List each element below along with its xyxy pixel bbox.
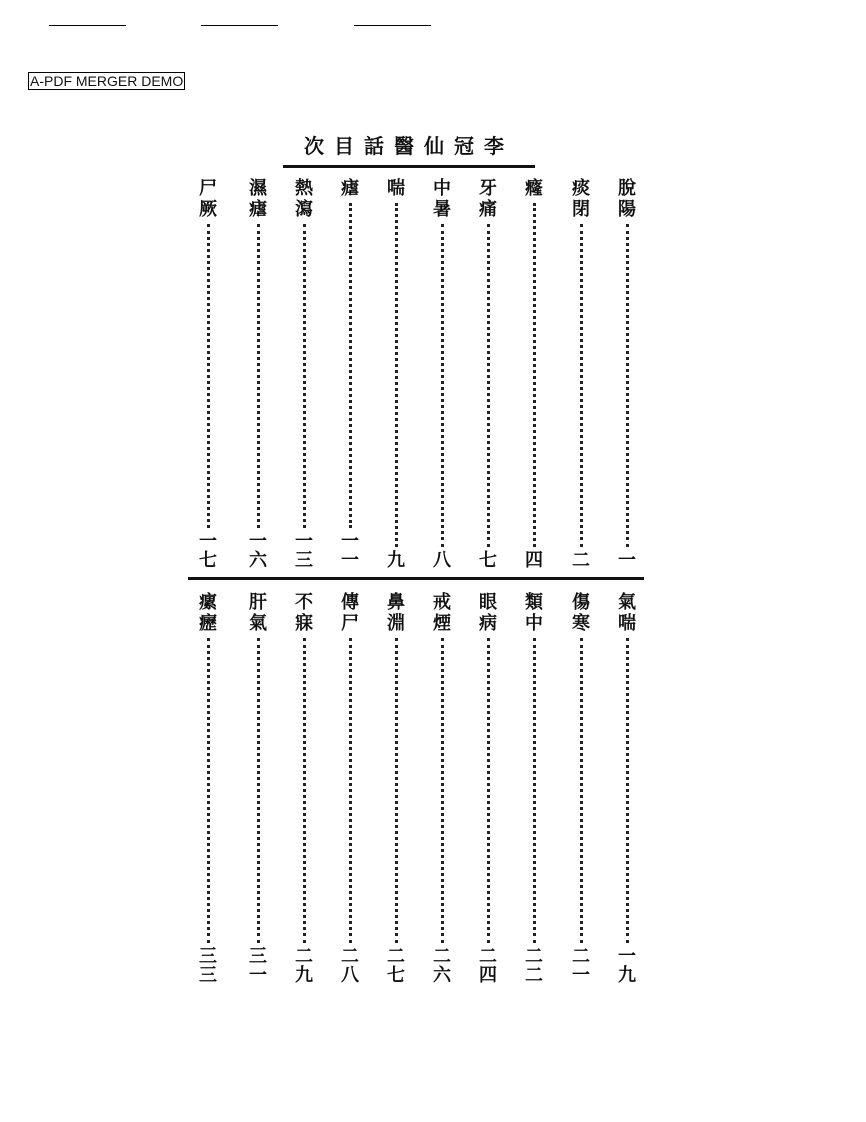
entry-page-number: 二 六 [433, 946, 451, 986]
entry-title: 中 暑 [433, 178, 451, 220]
entry-title: 熱 瀉 [295, 178, 313, 220]
entry-title: 脫 陽 [618, 178, 636, 220]
toc-entry[interactable] [193, 178, 223, 570]
toc-entry[interactable] [193, 592, 223, 985]
watermark-label: A-PDF MERGER DEMO [30, 73, 184, 89]
entry-title: 肝 氣 [249, 592, 267, 634]
dot-leader [349, 203, 352, 528]
toc-entry[interactable] [566, 592, 596, 985]
toc-entry[interactable] [473, 178, 503, 570]
entry-page-number: 七 [479, 550, 497, 571]
toc-entry[interactable] [519, 592, 549, 985]
entry-page-number: 二 八 [341, 946, 359, 986]
entry-title: 尸 厥 [199, 178, 217, 220]
entry-title: 瘧 [341, 178, 359, 199]
dot-leader [349, 638, 352, 943]
entry-page-number: 一 七 [199, 531, 217, 571]
toc-entry[interactable] [243, 178, 273, 570]
dot-leader [257, 638, 260, 943]
blank-line [201, 25, 278, 26]
dot-leader [303, 638, 306, 943]
dot-leader [487, 638, 490, 943]
entry-title: 不 寐 [295, 592, 313, 634]
toc-entry[interactable] [519, 178, 549, 570]
entry-page-number: 三 三 [199, 946, 217, 986]
entry-page-number: 一 一 [341, 531, 359, 571]
dot-leader [303, 224, 306, 528]
dot-leader [395, 203, 398, 547]
dot-leader [580, 638, 583, 943]
toc-entry[interactable] [243, 592, 273, 985]
blank-line [49, 25, 126, 26]
entry-page-number: 九 [387, 550, 405, 571]
entry-page-number: 二 [572, 550, 590, 571]
entry-title: 類 中 [525, 592, 543, 634]
dot-leader [626, 638, 629, 943]
entry-page-number: 二 一 [572, 946, 590, 986]
dot-leader [395, 638, 398, 943]
dot-leader [533, 638, 536, 943]
toc-entry[interactable] [289, 592, 319, 985]
entry-title: 濕 瘧 [249, 178, 267, 220]
entry-page-number: 八 [433, 550, 451, 571]
toc-entry[interactable] [612, 178, 642, 570]
entry-page-number: 一 [618, 550, 636, 571]
entry-page-number: 一 九 [618, 946, 636, 986]
entry-page-number: 二 七 [387, 946, 405, 986]
toc-entry[interactable] [289, 178, 319, 570]
entry-title: 傳 尸 [341, 592, 359, 634]
entry-page-number: 二 四 [479, 946, 497, 986]
entry-title: 氣 喘 [618, 592, 636, 634]
entry-page-number: 一 六 [249, 531, 267, 571]
blank-line [354, 25, 431, 26]
toc-entry[interactable] [427, 178, 457, 570]
dot-leader [626, 224, 629, 547]
entry-page-number: 一 三 [295, 531, 313, 571]
entry-title: 牙 痛 [479, 178, 497, 220]
dot-leader [441, 638, 444, 943]
dot-leader [257, 224, 260, 528]
dot-leader [441, 224, 444, 547]
entry-title: 眼 病 [479, 592, 497, 634]
entry-title: 瘰 癧 [199, 592, 217, 634]
toc-entry[interactable] [381, 592, 411, 985]
toc-entry[interactable] [427, 592, 457, 985]
toc-entry[interactable] [473, 592, 503, 985]
dot-leader [207, 224, 210, 528]
entry-title: 鼻 淵 [387, 592, 405, 634]
entry-title: 癃 [525, 178, 543, 199]
dot-leader [207, 638, 210, 943]
page-title: 李冠仙醫話目次 [283, 130, 535, 168]
dot-leader [533, 203, 536, 547]
entry-page-number: 二 九 [295, 946, 313, 986]
toc-entry[interactable] [381, 178, 411, 570]
entry-title: 傷 寒 [572, 592, 590, 634]
entry-title: 喘 [387, 178, 405, 199]
dot-leader [487, 224, 490, 547]
dot-leader [580, 224, 583, 547]
entry-page-number: 二 二 [525, 946, 543, 986]
entry-title: 戒 煙 [433, 592, 451, 634]
divider [188, 577, 644, 580]
toc-entry[interactable] [335, 178, 365, 570]
entry-title: 痰 閉 [572, 178, 590, 220]
entry-page-number: 三 一 [249, 946, 267, 986]
toc-entry[interactable] [335, 592, 365, 985]
toc-entry[interactable] [612, 592, 642, 985]
toc-entry[interactable] [566, 178, 596, 570]
entry-page-number: 四 [525, 550, 543, 571]
